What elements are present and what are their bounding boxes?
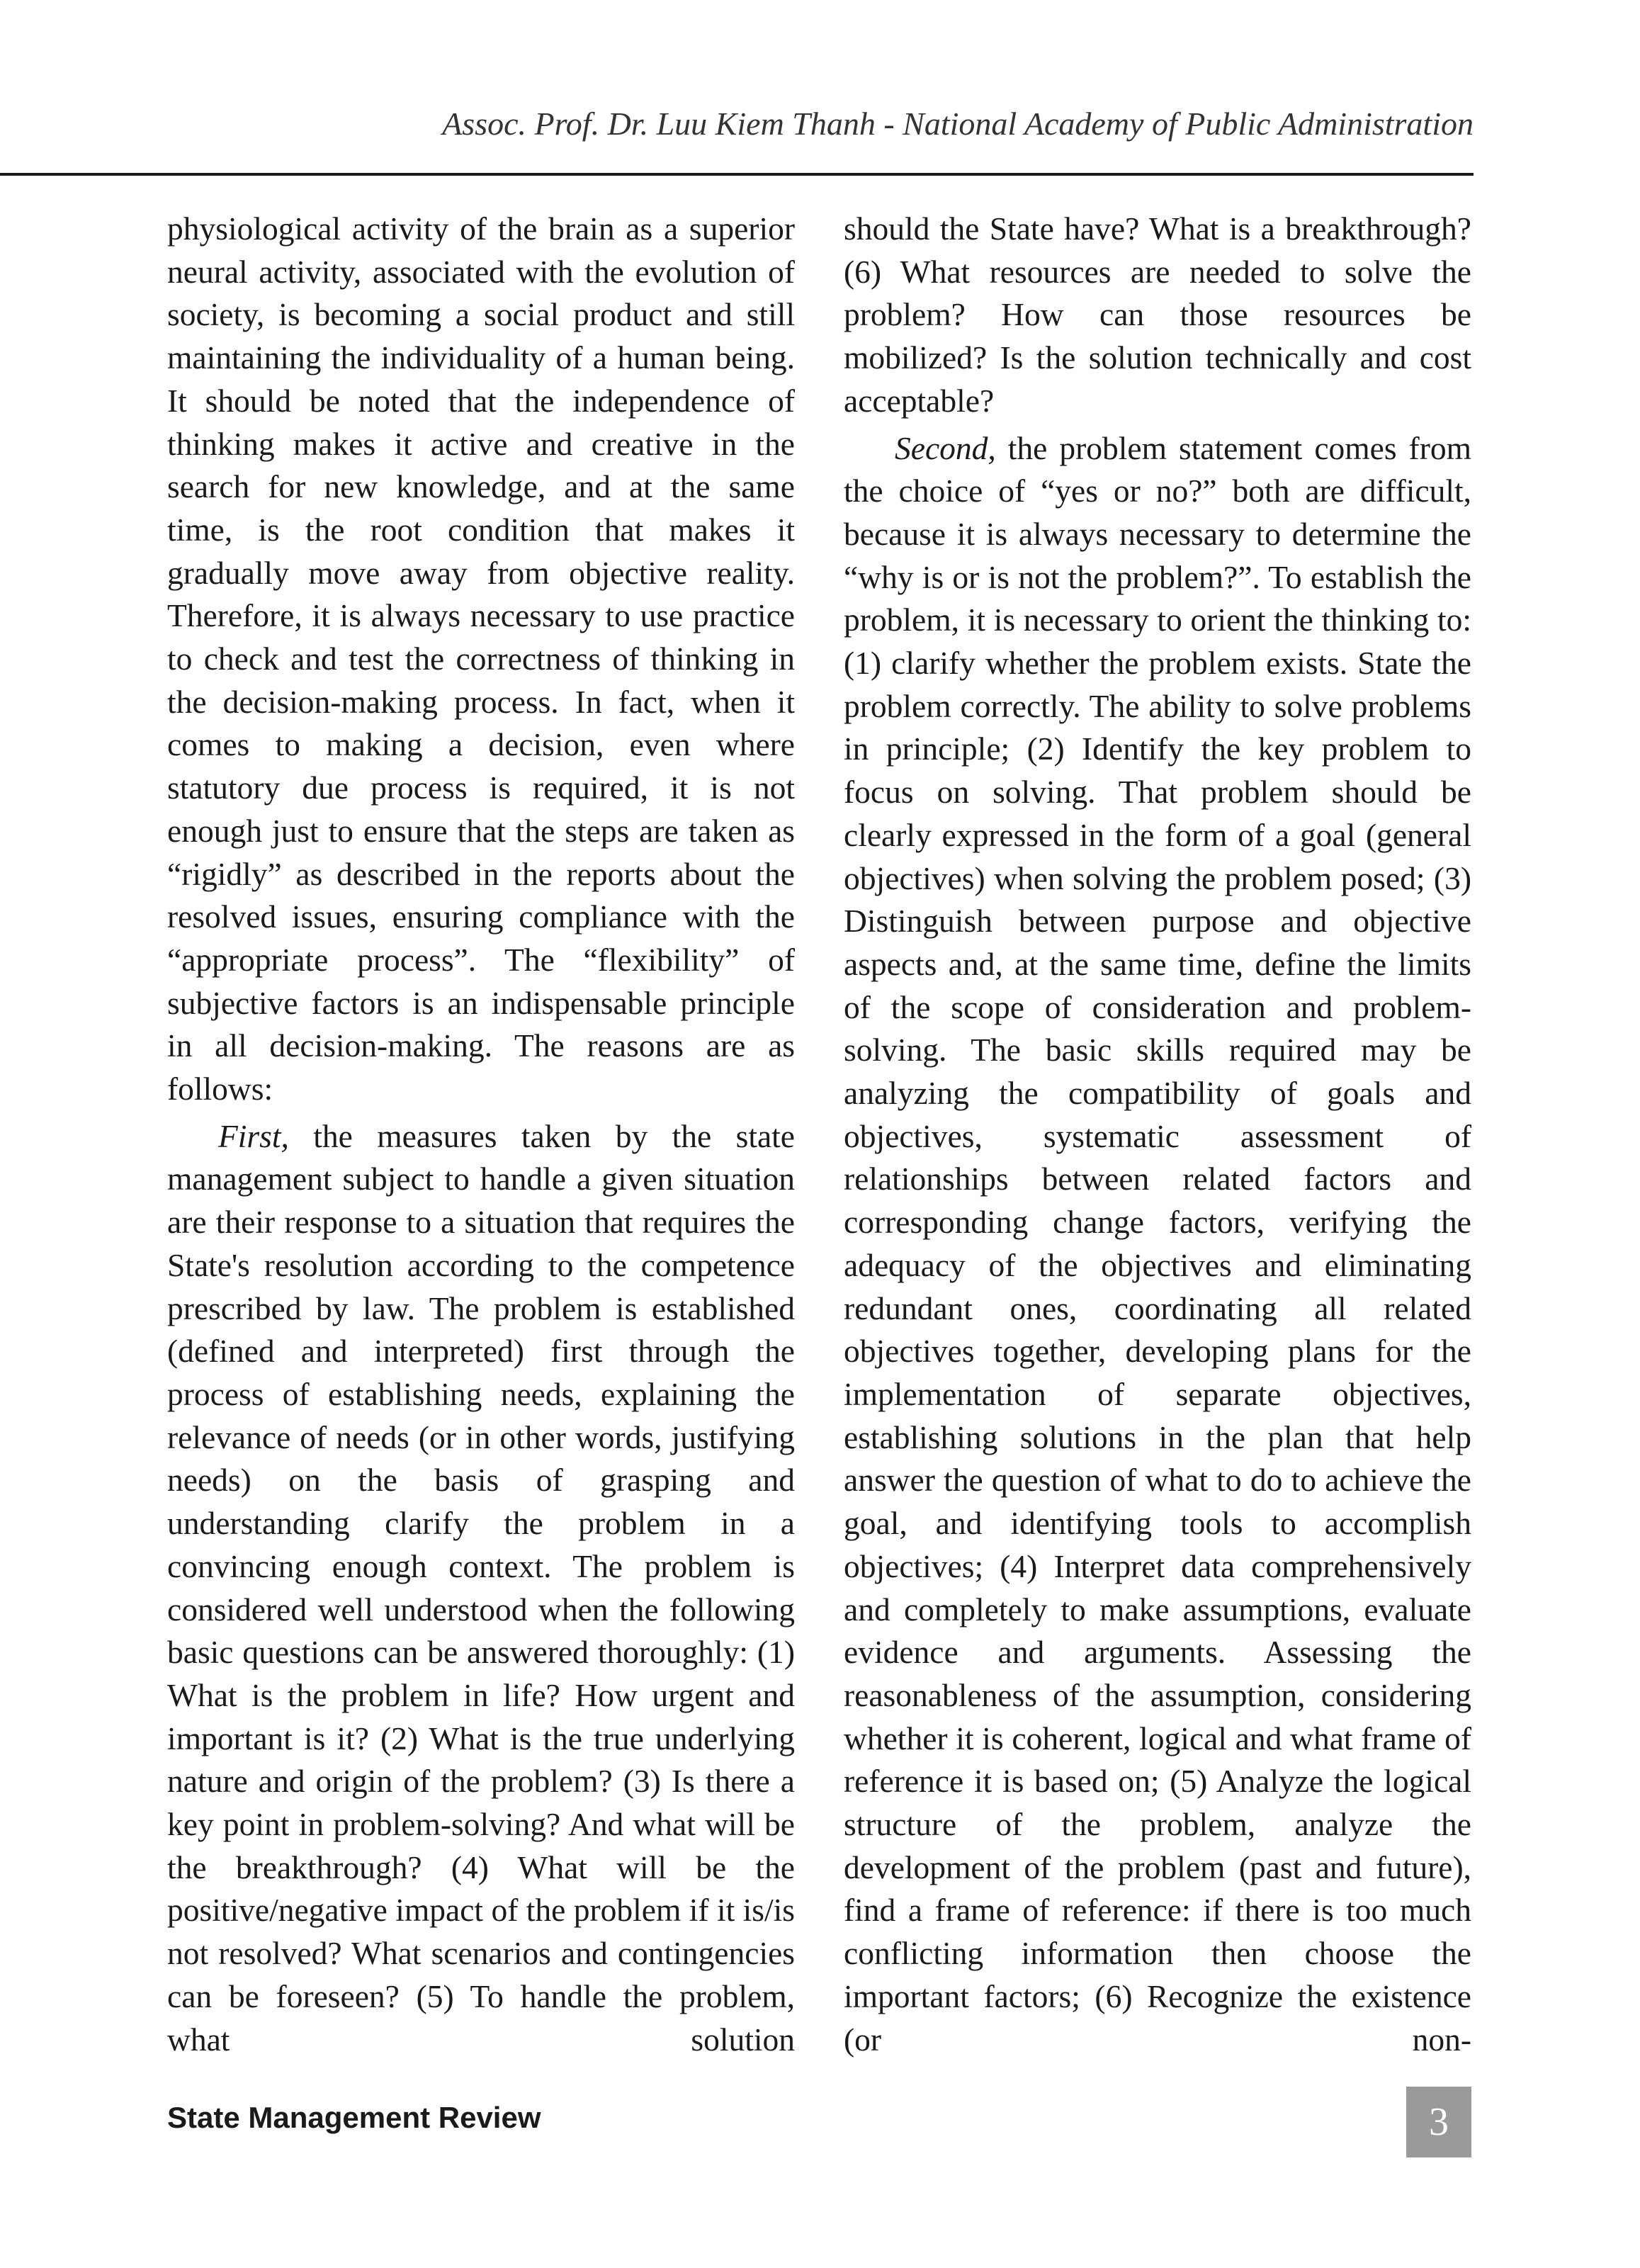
running-head: Assoc. Prof. Dr. Luu Kiem Thanh - National Academy of Public Administration — [442, 106, 1474, 142]
left-paragraph-2 — [167, 1115, 795, 2061]
right-column — [844, 208, 1471, 2061]
header-rule — [0, 173, 1474, 176]
right-paragraph-2-body: the problem statement comes from the choice of “yes or no?” both are difficult, because it is always necessary to determine the “why is or is not the problem?”. To establish the problem, it is necessary to orient the thinking to: (1) clarify whether the problem exists. State the problem correctly. The ability to solve problems in principle; (2) Identify the key problem to focus on solving. That problem should be clearly expressed in the form of a goal (general objectives) when solving the problem posed; (3) Distinguish between purpose and objective aspects and, at the same time, define the limits of the scope of consideration and problem-solving. The basic skills required may be analyzing the compatibility of goals and objectives, systematic assessment of relationships between related factors and corresponding change factors, verifying the adequacy of the objectives and eliminating redundant ones, coordinating all related objectives together, developing plans for the implementation of separate objectives, establishing solutions in the plan that help answer the question of what to do to achieve the goal, and identifying tools to accomplish objectives; (4) Interpret data comprehensively and completely to make assumptions, evaluate evidence and arguments. Assessing the reasonableness of the assumption, considering whether it is coherent, logical and what frame of reference it is based on; (5) Analyze the logical structure of the problem, analyze the development of the problem (past and future), find a frame of reference: if there is too much conflicting information then choose the important factors; (6) Recognize the existence (or non- — [844, 429, 1471, 2058]
left-paragraph-1: physiological activity of the brain as a superior neural activity, associated with the evolution of society, is becoming a social product and still maintaining the individuality of a human being. It should be noted that the independence of thinking makes it active and creative in the search for new knowledge, and at the same time, is the root condition that makes it gradually move away from objective reality. Therefore, it is always necessary to use practice to check and test the correctness of thinking in the decision-making process. In fact, when it comes to making a decision, even where statutory due process is required, it is not enough just to ensure that the steps are taken as “rigidly” as described in the reports about the resolved issues, ensuring compliance with the “appropriate process”. The “flexibility” of subjective factors is an indispensable principle in all decision-making. The reasons are as follows: — [167, 210, 795, 1107]
left-column — [167, 208, 795, 2061]
left-paragraph-2-lead: First, — [218, 1117, 289, 1154]
left-paragraph-2-body: the measures taken by the state management subject to handle a given situation are their response to a situation that requires the State's resolution according to the competence prescribed by law. The problem is established (defined and interpreted) first through the process of establishing needs, explaining the relevance of needs (or in other words, justifying needs) on the basis of grasping and understanding clarify the problem in a convincing enough context. The problem is considered well understood when the following basic questions can be answered thoroughly: (1) What is the problem in life? How urgent and important is it? (2) What is the true underlying nature and origin of the problem? (3) Is there a key point in problem-solving? And what will be the breakthrough? (4) What will be the positive/negative impact of the problem if it is/is not resolved? What scenarios and contingencies can be foreseen? (5) To handle the problem, what solution — [167, 1117, 795, 2058]
right-paragraph-2 — [844, 427, 1471, 2062]
right-paragraph-2-lead: Second, — [895, 429, 996, 466]
page-number: 3 — [1406, 2087, 1471, 2157]
right-paragraph-1: should the State have? What is a breakthrough? (6) What resources are needed to solve the problem? How can those resources be mobilized? Is the solution technically and cost acceptable? — [844, 210, 1471, 419]
journal-name: State Management Review — [167, 2101, 541, 2134]
